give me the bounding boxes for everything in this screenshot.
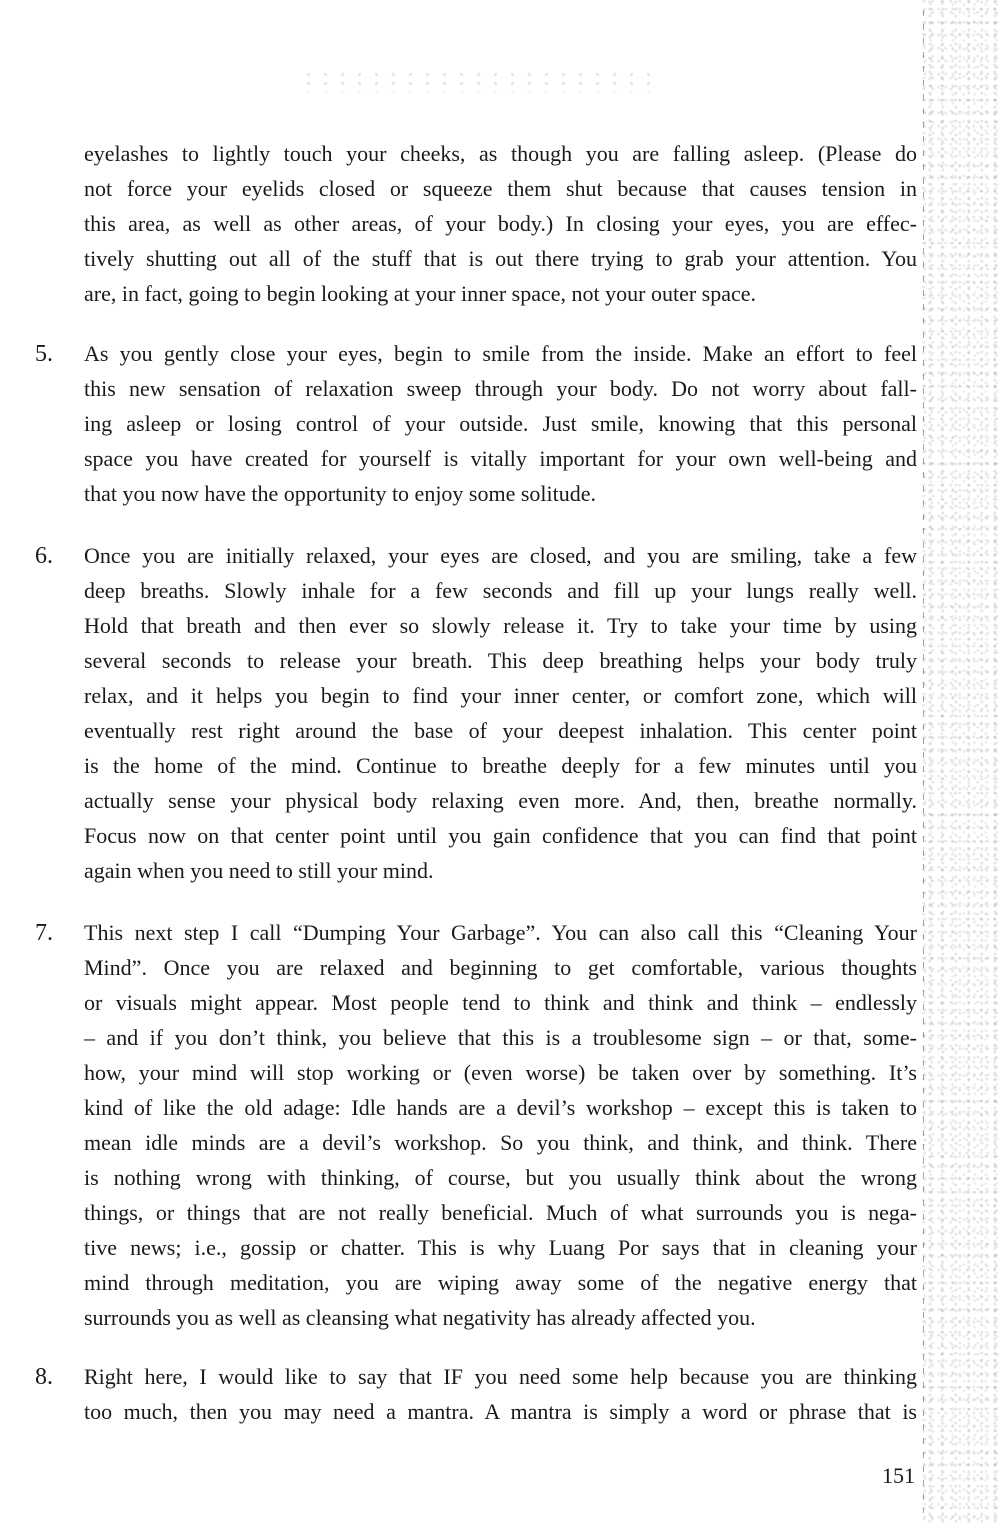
item-number: 6. — [35, 543, 53, 569]
text-line: Hold that breath and then ever so slowly release it. Try to take your time by using — [84, 613, 917, 638]
text-line: As you gently close your eyes, begin to smile from the inside. Make an effort to feel — [84, 341, 917, 366]
text-line: eyelashes to lightly touch your cheeks, as though you are falling asleep. (Please do — [84, 141, 917, 166]
text-line: tive news; i.e., gossip or chatter. This is why Luang Por says that in cleaning your — [84, 1235, 917, 1260]
text-line: deep breaths. Slowly inhale for a few seconds and fill up your lungs really well. — [84, 578, 917, 603]
text-line: – and if you don’t think, you believe that this is a troublesome sign – or that, some- — [84, 1025, 917, 1050]
text-line: mind through meditation, you are wiping away some of the negative energy that — [84, 1270, 917, 1295]
text-line: that you now have the opportunity to enjoy some solitude. — [84, 481, 597, 506]
text-line: several seconds to release your breath. This deep breathing helps your body truly — [84, 648, 917, 673]
text-line: tively shutting out all of the stuff that is out there trying to grab your attention. You — [84, 246, 917, 271]
scan-edge-line — [923, 10, 924, 1513]
text-line: Focus now on that center point until you gain confidence that you can find that point — [84, 823, 917, 848]
item-number: 5. — [35, 341, 53, 367]
text-line: space you have created for yourself is vitally important for your own well-being and — [84, 446, 917, 471]
text-line: actually sense your physical body relaxing even more. And, then, breathe normally. — [84, 788, 917, 813]
text-line: not force your eyelids closed or squeeze them shut because that causes tension in — [84, 176, 917, 201]
text-line: ing asleep or losing control of your outside. Just smile, knowing that this personal — [84, 411, 917, 436]
text-line: kind of like the old adage: Idle hands are a devil’s workshop – except this is taken to — [84, 1095, 917, 1120]
text-line: Right here, I would like to say that IF you need some help because you are thinking — [84, 1364, 917, 1389]
text-line: is nothing wrong with thinking, of course, but you usually think about the wrong — [84, 1165, 917, 1190]
text-line: again when you need to still your mind. — [84, 858, 434, 883]
text-line: too much, then you may need a mantra. A mantra is simply a word or phrase that is — [84, 1399, 917, 1424]
text-line: or visuals might appear. Most people tend to think and think and think – endlessly — [84, 990, 917, 1015]
text-line: is the home of the mind. Continue to breathe deeply for a few minutes until you — [84, 753, 917, 778]
page-number: 151 — [882, 1463, 915, 1488]
text-line: things, or things that are not really beneficial. Much of what surrounds you is nega- — [84, 1200, 917, 1225]
text-line: are, in fact, going to begin looking at your inner space, not your outer space. — [84, 281, 757, 306]
item-number: 8. — [35, 1364, 53, 1390]
text-line: Mind”. Once you are relaxed and beginning to get comfortable, various thoughts — [84, 955, 917, 980]
text-line: this area, as well as other areas, of your body.) In closing your eyes, you are effec- — [84, 211, 917, 236]
text-line: This next step I call “Dumping Your Garbage”. You can also call this “Cleaning Your — [84, 920, 917, 945]
text-line: how, your mind will stop working or (even worse) be taken over by something. It’s — [84, 1060, 917, 1085]
item-number: 7. — [35, 920, 53, 946]
text-line: Once you are initially relaxed, your eyes are closed, and you are smiling, take a few — [84, 543, 917, 568]
scan-edge-texture — [922, 0, 1000, 1523]
text-line: relax, and it helps you begin to find your inner center, or comfort zone, which will — [84, 683, 917, 708]
text-line: this new sensation of relaxation sweep through your body. Do not worry about fall- — [84, 376, 917, 401]
text-line: surrounds you as well as cleansing what negativity has already affected you. — [84, 1305, 756, 1330]
text-line: mean idle minds are a devil’s workshop. So you think, and think, and think. There — [84, 1130, 917, 1155]
text-line: eventually rest right around the base of your deepest inhalation. This center point — [84, 718, 917, 743]
scan-header-noise — [300, 70, 660, 92]
